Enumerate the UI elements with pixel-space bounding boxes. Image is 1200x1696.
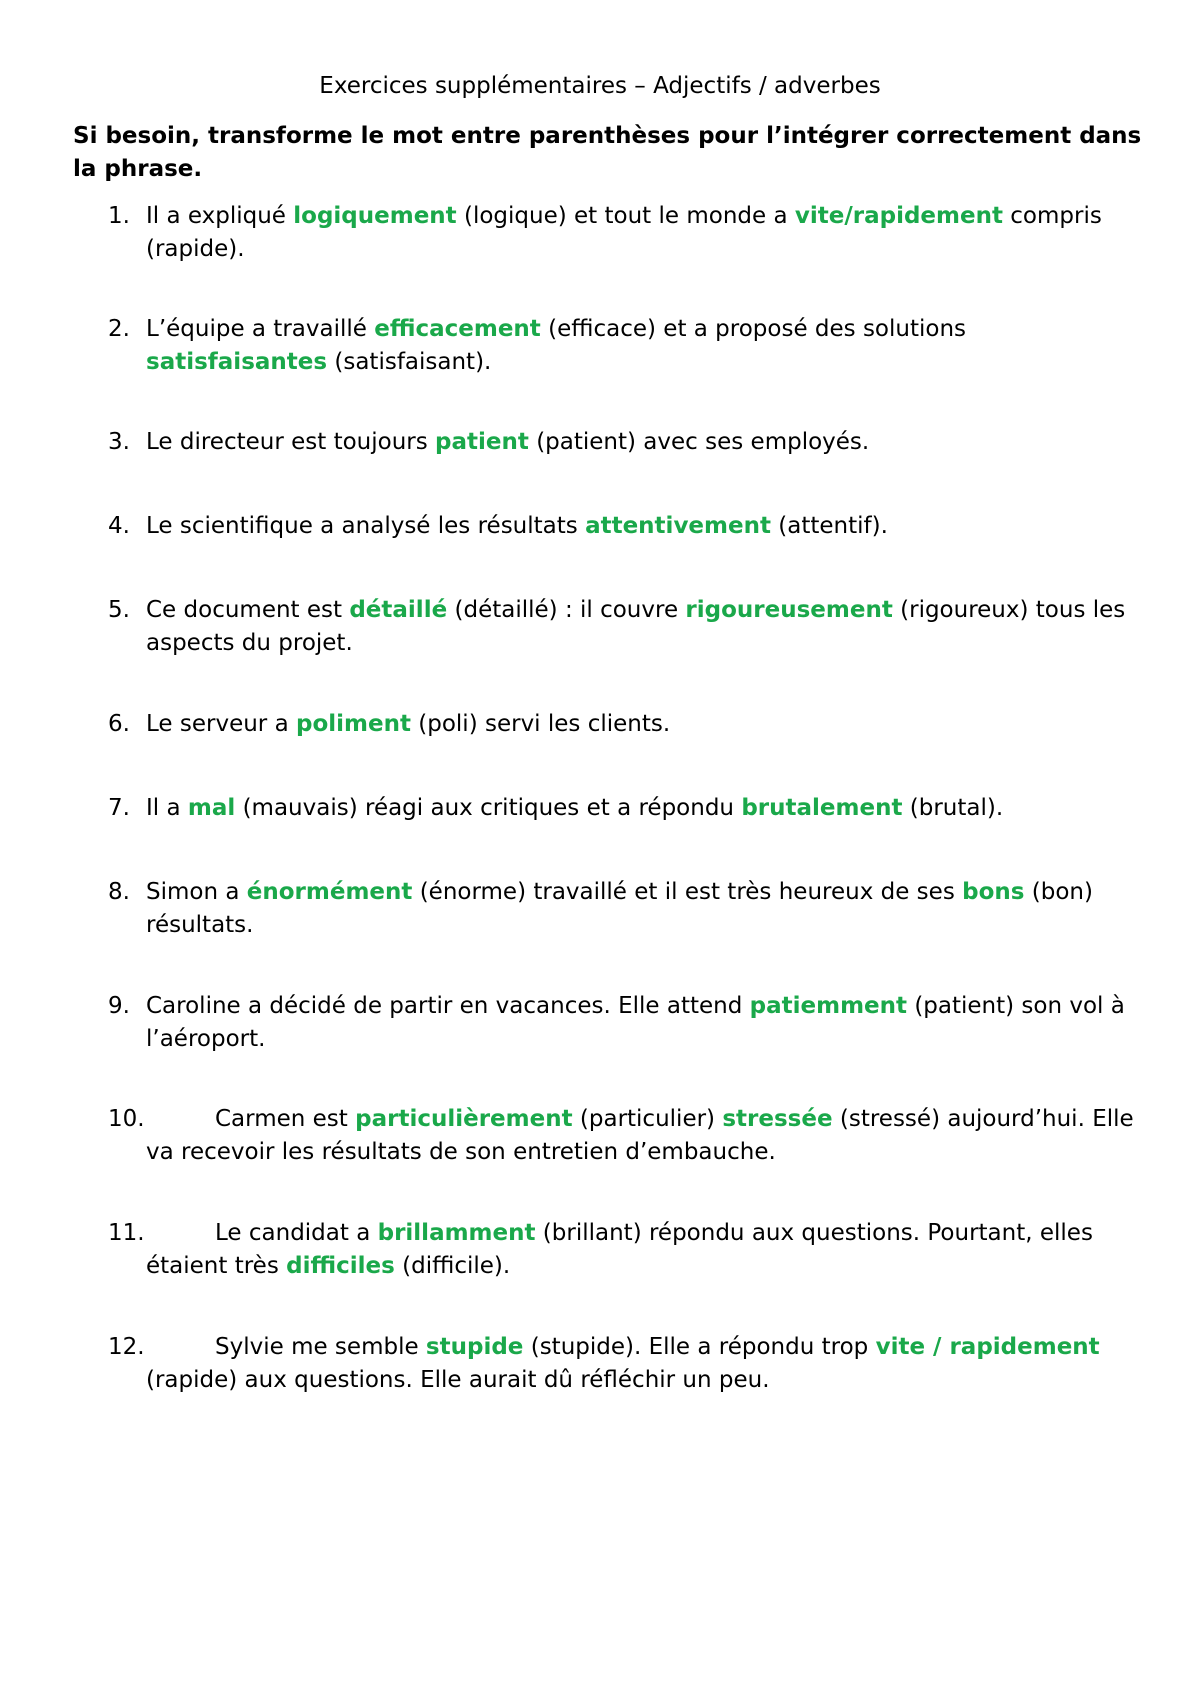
exercise-instruction: Si besoin, transforme le mot entre parenthèses pour l’intégrer correctement dans la phrase. bbox=[73, 123, 1142, 182]
exercise-number: 11. bbox=[108, 1220, 145, 1246]
exercise-number: 12. bbox=[108, 1334, 145, 1360]
exercise-sentence bbox=[146, 313, 1136, 379]
answer-word: vite/rapidement bbox=[794, 203, 1003, 229]
answer-word: rigoureusement bbox=[685, 597, 893, 623]
exercise-sentence bbox=[146, 1331, 1136, 1397]
answer-word: difficiles bbox=[286, 1253, 395, 1279]
exercise-sentence bbox=[146, 594, 1136, 660]
sentence-text: Le candidat a bbox=[215, 1220, 378, 1246]
sentence-text: Ce document est bbox=[146, 597, 350, 623]
sentence-text: (mauvais) réagi aux critiques et a répondu bbox=[235, 795, 742, 821]
answer-word: brillamment bbox=[377, 1220, 536, 1246]
answer-word: particulièrement bbox=[355, 1106, 573, 1132]
sentence-text: (brutal). bbox=[902, 795, 1004, 821]
sentence-text: (logique) et tout le monde a bbox=[456, 203, 795, 229]
exercise-sentence bbox=[146, 1103, 1136, 1169]
exercise-number: 6. bbox=[108, 711, 130, 737]
exercise-sentence bbox=[146, 990, 1136, 1056]
answer-word: stupide bbox=[425, 1334, 524, 1360]
sentence-text: (patient) son vol à l’aéroport. bbox=[146, 993, 1125, 1052]
exercise-sentence bbox=[146, 510, 1136, 543]
sentence-text: Il a bbox=[146, 795, 188, 821]
answer-word: logiquement bbox=[293, 203, 457, 229]
sentence-text: (efficace) et a proposé des solutions bbox=[540, 316, 967, 342]
answer-word: stressée bbox=[722, 1106, 833, 1132]
exercise-number: 5. bbox=[108, 597, 130, 623]
exercise-sentence bbox=[146, 1217, 1136, 1283]
exercise-number: 7. bbox=[108, 795, 130, 821]
exercise-number: 3. bbox=[108, 429, 130, 455]
sentence-text: (rigoureux) tous les aspects du projet. bbox=[146, 597, 1126, 656]
answer-word: bons bbox=[962, 879, 1025, 905]
exercise-number: 2. bbox=[108, 316, 130, 342]
sentence-text: (stressé) aujourd’hui. Elle va recevoir les résultats de son entretien d’embauche. bbox=[146, 1106, 1134, 1165]
exercise-number: 9. bbox=[108, 993, 130, 1019]
answer-word: efficacement bbox=[374, 316, 541, 342]
sentence-text: (particulier) bbox=[572, 1106, 723, 1132]
answer-word: patiemment bbox=[749, 993, 908, 1019]
exercise-number: 8. bbox=[108, 879, 130, 905]
answer-word: mal bbox=[187, 795, 236, 821]
sentence-text: (poli) servi les clients. bbox=[410, 711, 671, 737]
sentence-text: Simon a bbox=[146, 879, 247, 905]
answer-word: satisfaisantes bbox=[146, 349, 328, 375]
sentence-text: (bon) résultats. bbox=[146, 879, 1093, 938]
exercise-sentence bbox=[146, 200, 1136, 266]
sentence-text: (énorme) travaillé et il est très heureux de ses bbox=[412, 879, 963, 905]
sentence-text: (détaillé) : il couvre bbox=[447, 597, 686, 623]
exercise-number: 4. bbox=[108, 513, 130, 539]
sentence-text: compris (rapide). bbox=[146, 203, 1102, 262]
sentence-text: (attentif). bbox=[770, 513, 888, 539]
exercise-sentence bbox=[146, 426, 1136, 459]
sentence-text: (satisfaisant). bbox=[327, 349, 492, 375]
sentence-text: (patient) avec ses employés. bbox=[528, 429, 870, 455]
sentence-text: Il a expliqué bbox=[146, 203, 294, 229]
answer-word: attentivement bbox=[585, 513, 771, 539]
exercise-sentence bbox=[146, 876, 1136, 942]
sentence-text: Le serveur a bbox=[146, 711, 296, 737]
answer-word: poliment bbox=[295, 711, 411, 737]
sentence-text: Carmen est bbox=[215, 1106, 356, 1132]
exercise-sentence bbox=[146, 708, 1136, 741]
answer-word: brutalement bbox=[741, 795, 903, 821]
exercise-sentence bbox=[146, 792, 1136, 825]
sentence-text: (rapide) aux questions. Elle aurait dû réfléchir un peu. bbox=[146, 1367, 770, 1393]
sentence-text: (stupide). Elle a répondu trop bbox=[523, 1334, 876, 1360]
answer-word: vite / rapidement bbox=[875, 1334, 1100, 1360]
sentence-text: Le scientifique a analysé les résultats bbox=[146, 513, 586, 539]
sentence-text: Le directeur est toujours bbox=[146, 429, 436, 455]
answer-word: énormément bbox=[246, 879, 413, 905]
sentence-text: L’équipe a travaillé bbox=[146, 316, 375, 342]
document-title: Exercices supplémentaires – Adjectifs / adverbes bbox=[319, 73, 881, 99]
sentence-text: Caroline a décidé de partir en vacances. Elle attend bbox=[146, 993, 750, 1019]
sentence-text: (brillant) répondu aux questions. Pourtant, elles étaient très bbox=[146, 1220, 1093, 1279]
sentence-text: (difficile). bbox=[394, 1253, 511, 1279]
exercise-number: 1. bbox=[108, 203, 130, 229]
exercise-number: 10. bbox=[108, 1106, 145, 1132]
sentence-text: Sylvie me semble bbox=[215, 1334, 426, 1360]
answer-word: détaillé bbox=[349, 597, 448, 623]
answer-word: patient bbox=[435, 429, 529, 455]
